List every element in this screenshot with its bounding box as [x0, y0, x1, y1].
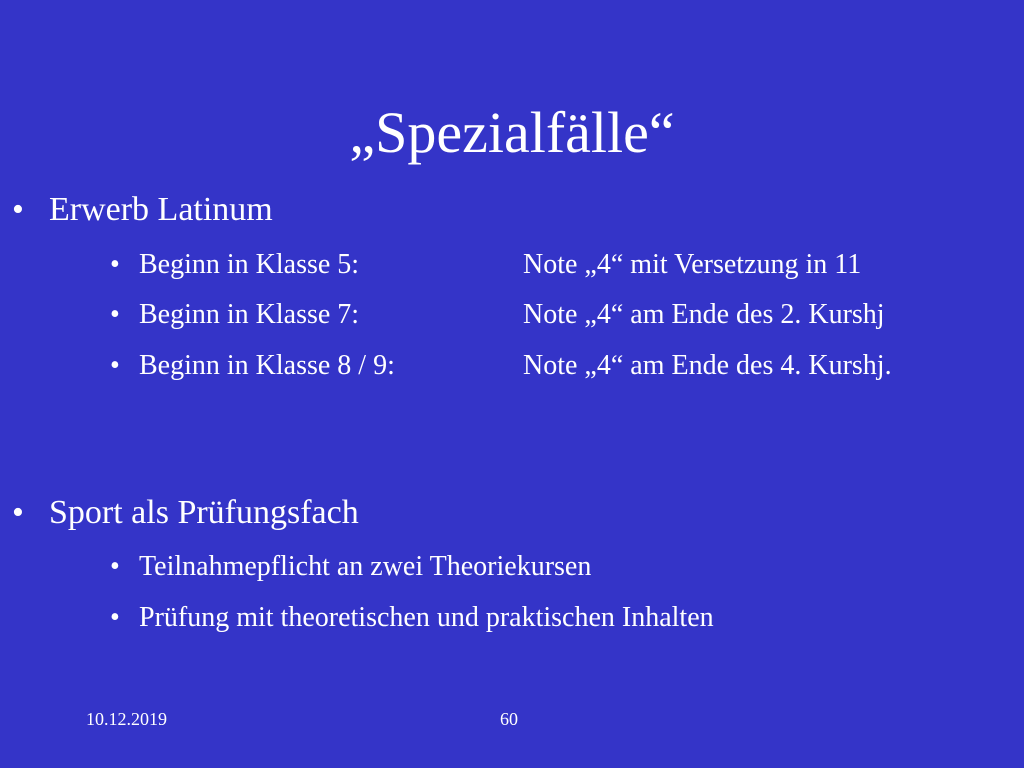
list-item: [110, 550, 591, 584]
list-item: [110, 601, 714, 635]
list-item: [110, 248, 861, 282]
bullet-icon: •: [110, 350, 120, 381]
item-label: Beginn in Klasse 8 / 9:: [139, 350, 395, 381]
item-value: Note „4“ am Ende des 2. Kurshj: [523, 299, 885, 330]
item-value: Note „4“ mit Versetzung in 11: [523, 249, 862, 280]
footer-date: 10.12.2019: [86, 709, 167, 729]
bullet-icon: •: [110, 299, 120, 330]
list-item: [110, 298, 885, 332]
slide-title: „Spezialfälle“: [349, 100, 675, 165]
bullet-icon: •: [110, 551, 120, 582]
bullet-icon: •: [110, 249, 120, 280]
item-label: Beginn in Klasse 5:: [139, 249, 360, 280]
section-heading-sport: [12, 493, 359, 533]
footer-page-number: 60: [500, 709, 518, 729]
bullet-icon: •: [12, 494, 24, 531]
item-text: Teilnahmepflicht an zwei Theoriekursen: [139, 551, 592, 582]
section-heading-latinum: [12, 190, 273, 230]
item-value: Note „4“ am Ende des 4. Kurshj.: [523, 350, 892, 381]
list-item: [110, 349, 892, 383]
section-heading-text: Erwerb Latinum: [49, 191, 273, 228]
bullet-icon: •: [110, 602, 120, 633]
bullet-icon: •: [12, 191, 24, 228]
section-heading-text: Sport als Prüfungsfach: [49, 494, 359, 531]
item-text: Prüfung mit theoretischen und praktischen Inhalten: [139, 602, 714, 633]
item-label: Beginn in Klasse 7:: [139, 299, 360, 330]
